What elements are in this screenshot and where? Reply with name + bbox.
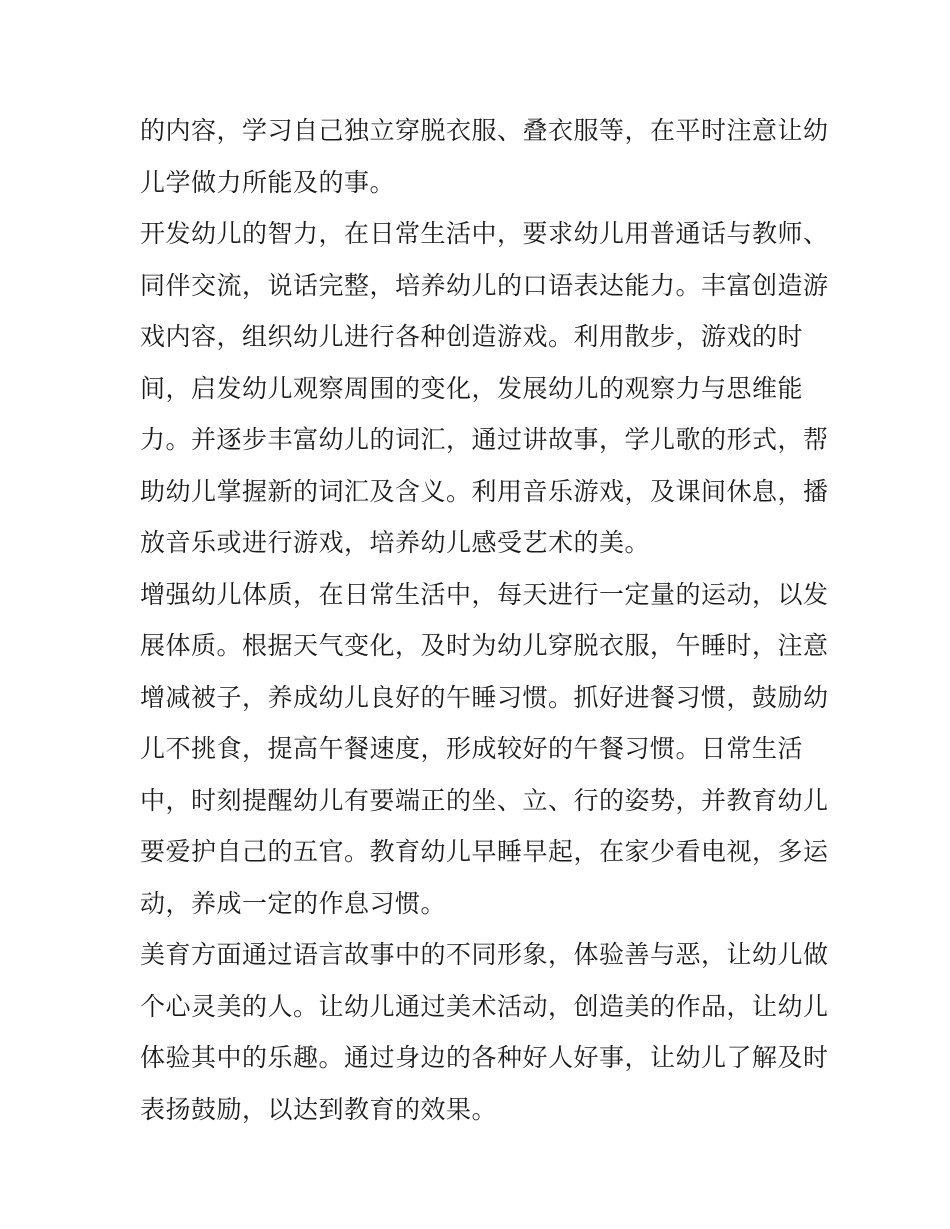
text-line: 增减被子，养成幼儿良好的午睡习惯。抓好进餐习惯，鼓励幼 xyxy=(140,682,829,712)
text-line: 间，启发幼儿观察周围的变化，发展幼儿的观察力与思维能 xyxy=(140,373,804,403)
text-line: 力。并逐步丰富幼儿的词汇，通过讲故事，学儿歌的形式，帮 xyxy=(140,425,829,454)
text-line: 美育方面通过语言故事中的不同形象，体验善与恶，让幼儿做 xyxy=(140,940,829,969)
text-line: 增强幼儿体质，在日常生活中，每天进行一定量的运动，以发 xyxy=(140,579,829,609)
text-line: 动，养成一定的作息习惯。 xyxy=(140,888,447,918)
text-line: 戏内容，组织幼儿进行各种创造游戏。利用散步，游戏的时 xyxy=(140,322,804,351)
text-line: 要爱护自己的五官。教育幼儿早睡早起，在家少看电视，多运 xyxy=(140,837,829,866)
text-line: 儿不挑食，提高午餐速度，形成较好的午餐习惯。日常生活 xyxy=(140,734,804,763)
text-line: 中，时刻提醒幼儿有要端正的坐、立、行的姿势，并教育幼儿 xyxy=(140,785,829,815)
text-line: 的内容，学习自己独立穿脱衣服、叠衣服等，在平时注意让幼 xyxy=(140,116,829,145)
text-line: 助幼儿掌握新的词汇及含义。利用音乐游戏，及课间休息，播 xyxy=(140,476,829,506)
text-line: 儿学做力所能及的事。 xyxy=(140,167,396,197)
body-text xyxy=(140,105,829,1135)
text-line: 开发幼儿的智力，在日常生活中，要求幼儿用普通话与教师、 xyxy=(140,219,829,248)
text-line: 表扬鼓励，以达到教育的效果。 xyxy=(140,1094,498,1124)
text-line: 展体质。根据天气变化，及时为幼儿穿脱衣服，午睡时，注意 xyxy=(140,631,829,660)
text-line: 同伴交流，说话完整，培养幼儿的口语表达能力。丰富创造游 xyxy=(140,270,829,300)
text-line: 个心灵美的人。让幼儿通过美术活动，创造美的作品，让幼儿 xyxy=(140,991,829,1021)
text-line: 放音乐或进行游戏，培养幼儿感受艺术的美。 xyxy=(140,528,651,557)
text-line: 体验其中的乐趣。通过身边的各种好人好事，让幼儿了解及时 xyxy=(140,1043,829,1072)
